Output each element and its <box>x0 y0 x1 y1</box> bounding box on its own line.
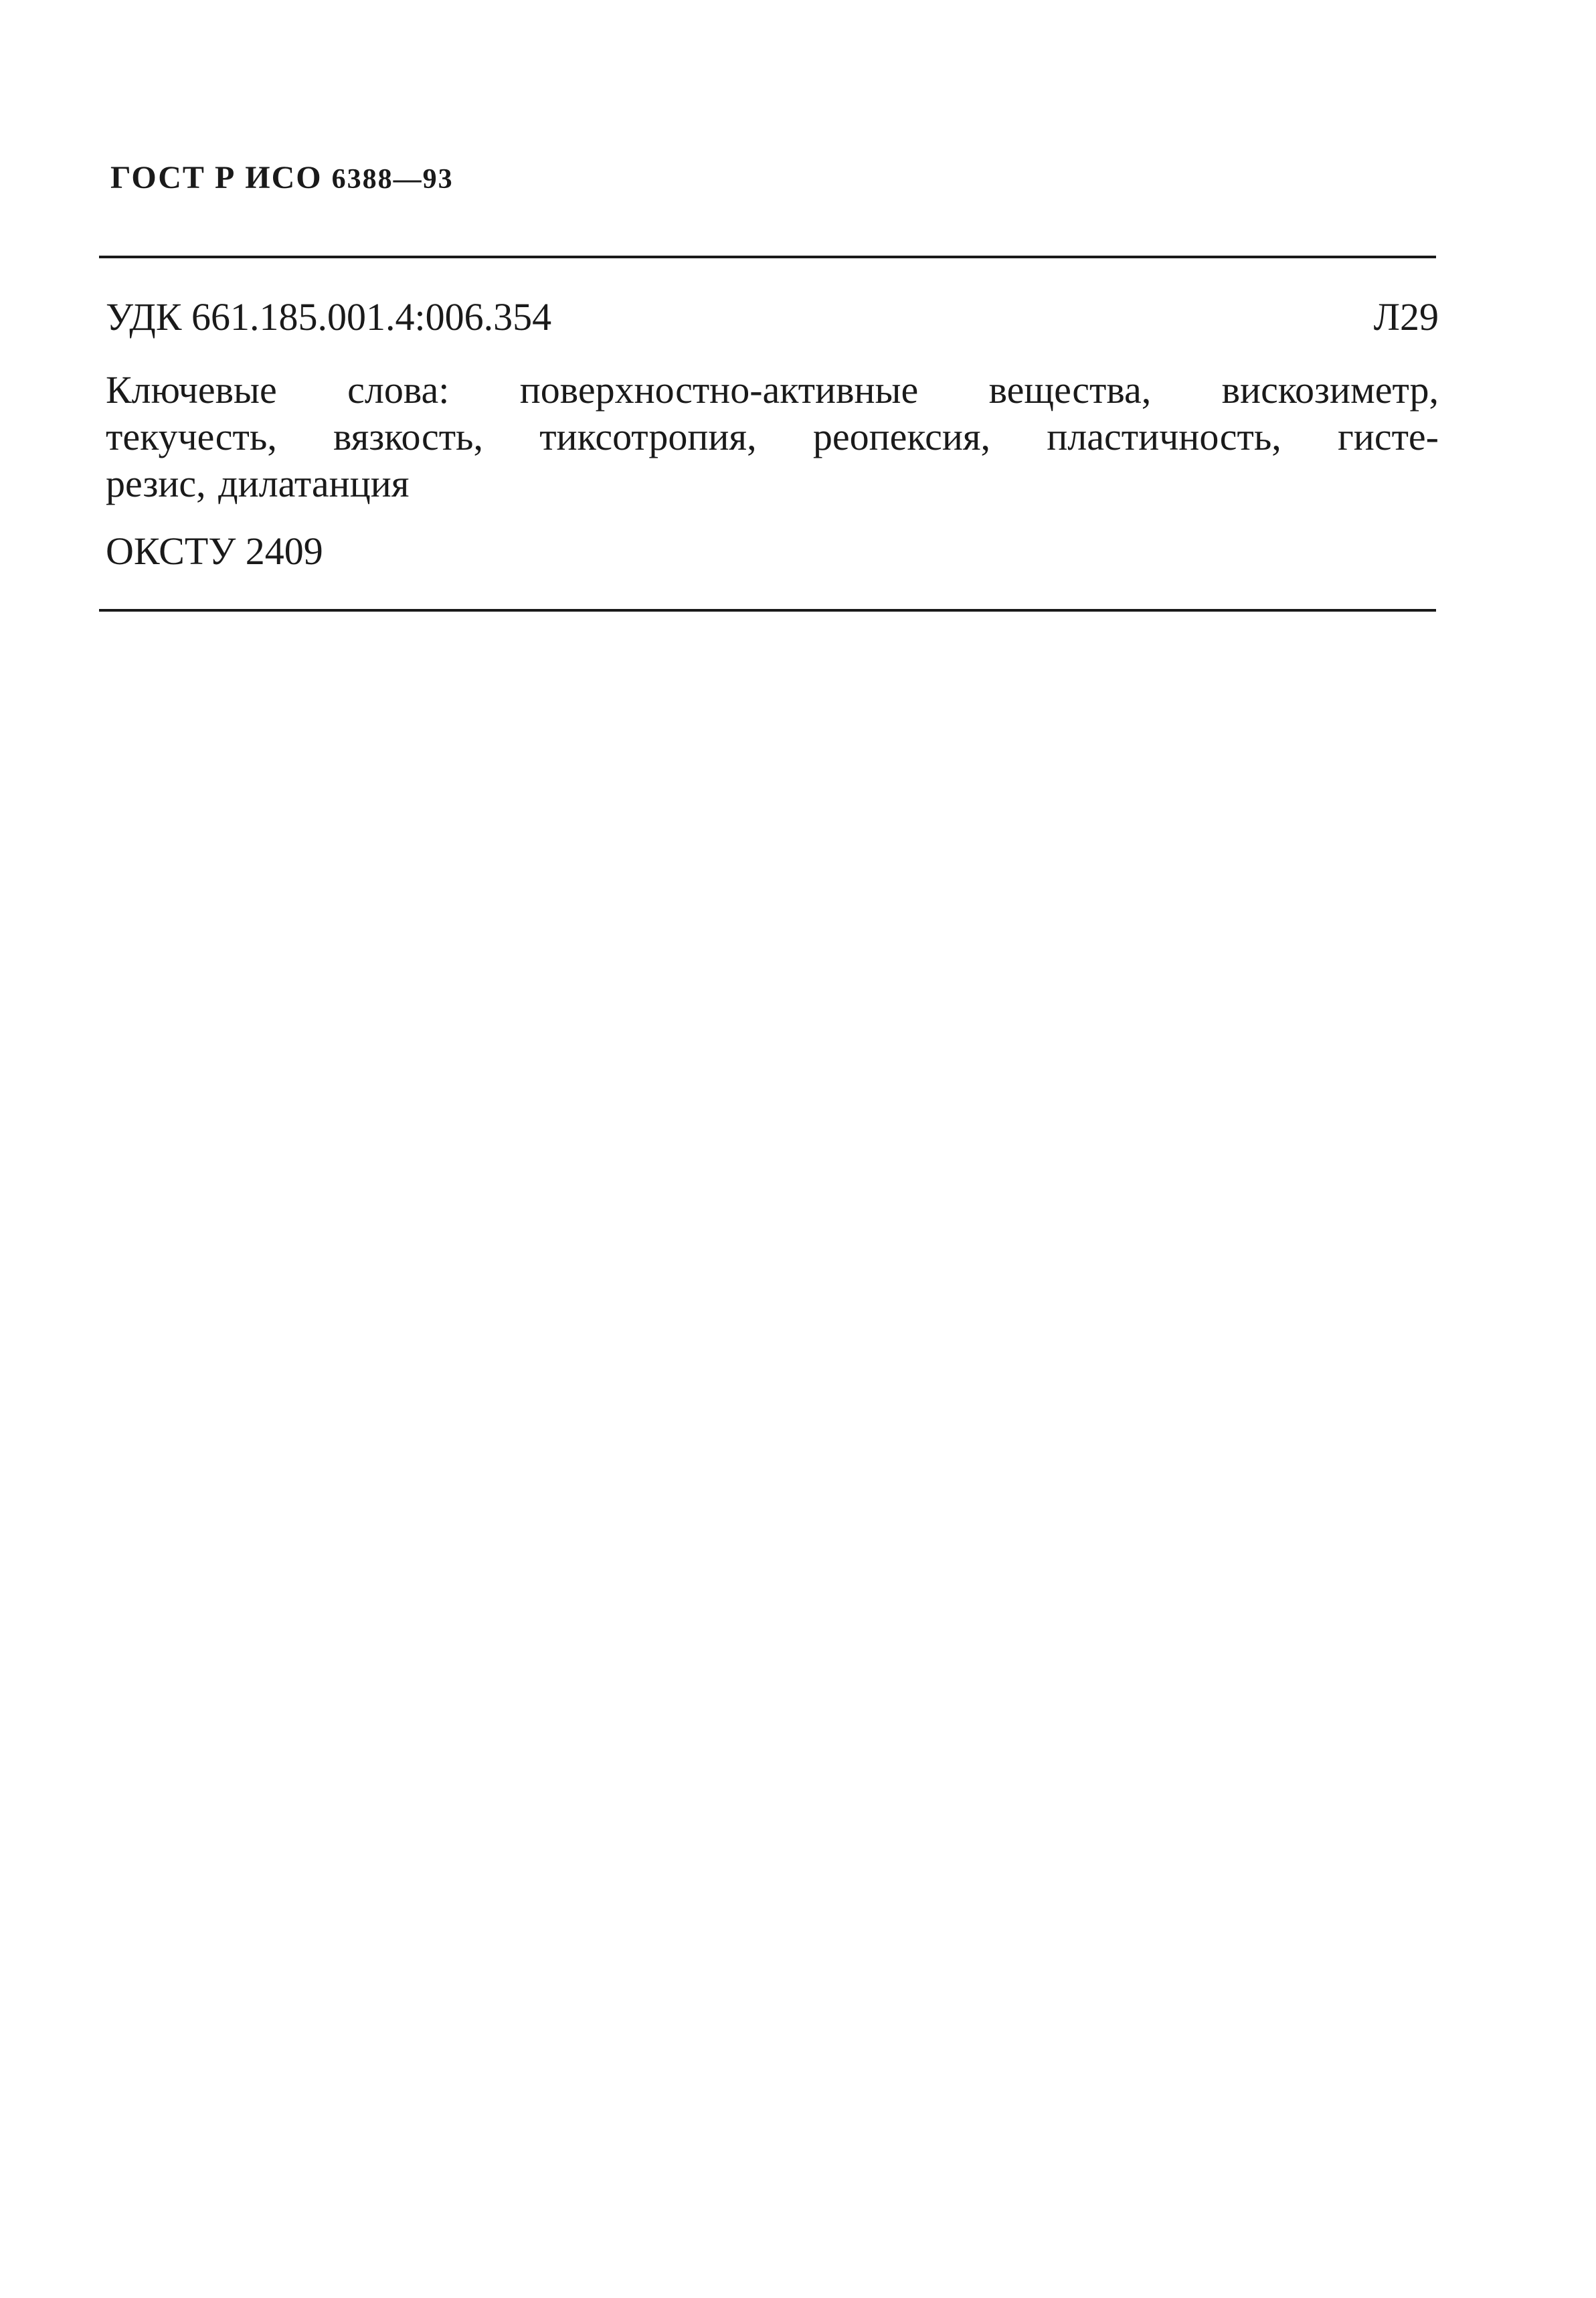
keywords-line-3: резис, дилатанция <box>106 462 410 505</box>
okstu-code: ОКСТУ 2409 <box>106 529 323 573</box>
standard-prefix: ГОСТ Р ИСО <box>110 160 323 195</box>
standard-number: 6388—93 <box>331 164 454 195</box>
keywords-line-1: Ключевые слова: поверхностно-активные вещества, вискозиметр, <box>106 368 1439 412</box>
page-header <box>110 159 454 196</box>
keywords-block <box>106 367 1439 507</box>
top-divider <box>99 256 1436 258</box>
classification-row <box>106 294 1439 341</box>
udk-code: УДК 661.185.001.4:006.354 <box>106 295 552 339</box>
group-code: Л29 <box>1373 295 1439 339</box>
keywords-line-2: текучесть, вязкость, тиксотропия, реопексия, пластичность, гисте- <box>106 415 1439 458</box>
bottom-divider <box>99 609 1436 612</box>
